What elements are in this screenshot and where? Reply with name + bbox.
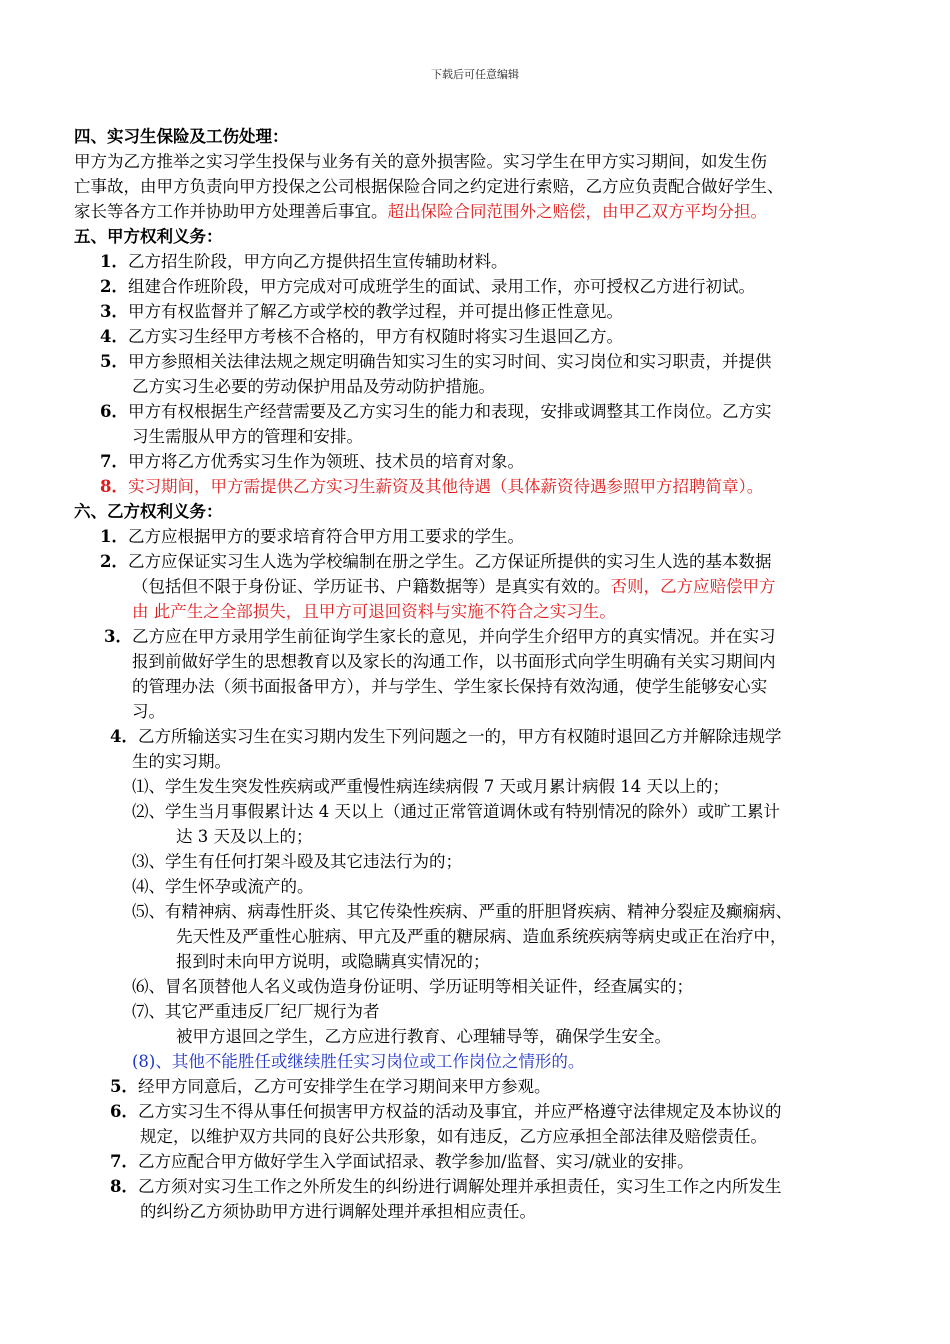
s6-item-6-line-2: 规定，以维护双方共同的良好公共形象，如有违反，乙方应承担全部法律及赔偿责任。 xyxy=(140,1127,767,1146)
s6-item-4-text: 乙方所输送实习生在实习期内发生下列问题之一的，甲方有权随时退回乙方并解除违规学 xyxy=(137,727,782,746)
s6-item-6-text: 乙方实习生不得从事任何损害甲方权益的活动及事宜，并应严格遵守法律规定及本协议的 xyxy=(137,1102,782,1121)
s5-item-6-text: 甲方有权根据生产经营需要及乙方实习生的能力和表现，安排或调整其工作岗位。乙方实 xyxy=(127,402,772,421)
s6-item-4-sub-8: (8)、其他不能胜任或继续胜任实习岗位或工作岗位之情形的。 xyxy=(132,1052,585,1071)
s6-item-4-sub-3: ⑶、学生有任何打架斗殴及其它违法行为的； xyxy=(132,852,462,871)
s5-item-7 xyxy=(100,451,524,473)
s5-item-6-cont: 习生需服从甲方的管理和安排。 xyxy=(132,427,363,446)
s6-item-7 xyxy=(110,1151,694,1173)
s5-item-7-num: 7． xyxy=(100,452,128,471)
section-4-line-3-highlight: 超出保险合同范围外之赔偿，由甲乙双方平均分担。 xyxy=(387,202,767,221)
s5-item-3 xyxy=(100,301,623,323)
section-4-line-3 xyxy=(74,201,767,223)
s5-item-7-text: 甲方将乙方优秀实习生作为领班、技术员的培育对象。 xyxy=(127,452,524,471)
s5-item-6-num: 6． xyxy=(100,402,128,421)
s6-item-2-line-2 xyxy=(132,576,776,598)
s6-item-4-num: 4． xyxy=(110,727,138,746)
s6-item-7-text: 乙方应配合甲方做好学生入学面试招录、教学参加/监督、实习/就业的安排。 xyxy=(137,1152,694,1171)
s6-item-2-line-2-normal: （包括但不限于身份证、学历证书、户籍数据等）是真实有效的。 xyxy=(132,577,611,596)
s5-item-4-num: 4． xyxy=(100,327,128,346)
section-6-title: 六、乙方权利义务： xyxy=(74,502,223,521)
s5-item-1-num: 1． xyxy=(100,252,128,271)
s6-item-6-num: 6． xyxy=(110,1102,138,1121)
s5-item-2-text: 组建合作班阶段，甲方完成对可成班学生的面试、录用工作，亦可授权乙方进行初试。 xyxy=(127,277,755,296)
s6-item-3 xyxy=(104,626,775,648)
s6-item-8-line-2: 的纠纷乙方须协助甲方进行调解处理并承担相应责任。 xyxy=(140,1202,536,1221)
s6-item-4-sub-6: ⑹、冒名顶替他人名义或伪造身份证明、学历证明等相关证件，经查属实的； xyxy=(132,977,693,996)
s6-item-4-sub-2-cont: 达 3 天及以上的； xyxy=(176,827,313,846)
s5-item-8-num: 8． xyxy=(100,477,128,496)
s6-item-2 xyxy=(100,551,771,573)
s6-item-3-num: 3． xyxy=(104,627,132,646)
s6-item-3-line-4: 习。 xyxy=(132,702,165,721)
s5-item-2-num: 2． xyxy=(100,277,128,296)
s5-item-4-text: 乙方实习生经甲方考核不合格的，甲方有权随时将实习生退回乙方。 xyxy=(127,327,623,346)
s6-item-5-text: 经甲方同意后，乙方可安排学生在学习期间来甲方参观。 xyxy=(137,1077,551,1096)
s5-item-5-cont: 乙方实习生必要的劳动保护用品及劳动防护措施。 xyxy=(132,377,495,396)
section-4-title: 四、实习生保险及工伤处理： xyxy=(74,127,289,146)
s5-item-3-num: 3． xyxy=(100,302,128,321)
s5-item-5-num: 5． xyxy=(100,352,128,371)
s6-item-4-sub-4: ⑷、学生怀孕或流产的。 xyxy=(132,877,314,896)
s6-item-5-num: 5． xyxy=(110,1077,138,1096)
s6-item-5 xyxy=(110,1076,550,1098)
s5-item-8-text: 实习期间，甲方需提供乙方实习生薪资及其他待遇（具体薪资待遇参照甲方招聘简章）。 xyxy=(127,477,764,496)
s6-item-4 xyxy=(110,726,781,748)
s6-item-2-text: 乙方应保证实习生人选为学校编制在册之学生。乙方保证所提供的实习生人选的基本数据 xyxy=(127,552,772,571)
section-4-line-1: 甲方为乙方推举之实习学生投保与业务有关的意外损害险。实习学生在甲方实习期间，如发生伤 xyxy=(74,152,767,171)
s5-item-3-text: 甲方有权监督并了解乙方或学校的教学过程，并可提出修正性意见。 xyxy=(127,302,623,321)
s6-item-2-num: 2． xyxy=(100,552,128,571)
s6-item-8 xyxy=(110,1176,781,1198)
s6-item-8-text: 乙方须对实习生工作之外所发生的纠纷进行调解处理并承担责任，实习生工作之内所发生 xyxy=(137,1177,782,1196)
s5-item-4 xyxy=(100,326,623,348)
s6-item-4-sub-7-cont: 被甲方退回之学生，乙方应进行教育、心理辅导等，确保学生安全。 xyxy=(176,1027,671,1046)
page-header: 下载后可任意编辑 xyxy=(431,68,519,81)
s6-item-6 xyxy=(110,1101,781,1123)
s5-item-8 xyxy=(100,476,763,498)
s6-item-4-sub-5: ⑸、有精神病、病毒性肝炎、其它传染性疾病、严重的肝胆肾疾病、精神分裂症及癫痫病、 xyxy=(132,902,792,921)
section-4-line-2: 亡事故，由甲方负责向甲方投保之公司根据保险合同之约定进行索赔，乙方应负责配合做好学生、 xyxy=(74,177,784,196)
s6-item-3-line-3: 的管理办法（须书面报备甲方），并与学生、学生家长保持有效沟通，使学生能够安心实 xyxy=(132,677,768,696)
s6-item-4-sub-5-cont-1: 先天性及严重性心脏病、甲亢及严重的糖尿病、造血系统疾病等病史或正在治疗中， xyxy=(176,927,787,946)
s6-item-4-sub-2: ⑵、学生当月事假累计达 4 天以上（通过正常管道调休或有特别情况的除外）或旷工累计 xyxy=(132,802,780,821)
s6-item-8-num: 8． xyxy=(110,1177,138,1196)
s6-item-7-num: 7． xyxy=(110,1152,138,1171)
s6-item-2-line-2-highlight: 否则，乙方应赔偿甲方 xyxy=(610,577,776,596)
s5-item-6 xyxy=(100,401,771,423)
s6-item-1 xyxy=(100,526,524,548)
s5-item-5-text: 甲方参照相关法律法规之规定明确告知实习生的实习时间、实习岗位和实习职责，并提供 xyxy=(127,352,772,371)
s5-item-2 xyxy=(100,276,755,298)
s5-item-1-text: 乙方招生阶段，甲方向乙方提供招生宣传辅助材料。 xyxy=(127,252,508,271)
s6-item-4-sub-5-cont-2: 报到时未向甲方说明，或隐瞒真实情况的； xyxy=(176,952,490,971)
section-5-title: 五、甲方权利义务： xyxy=(74,227,223,246)
s5-item-1 xyxy=(100,251,507,273)
s6-item-1-text: 乙方应根据甲方的要求培育符合甲方用工要求的学生。 xyxy=(127,527,524,546)
s6-item-2-line-3: 由 此产生之全部损失，且甲方可退回资料与实施不符合之实习生。 xyxy=(132,602,616,621)
s6-item-1-num: 1． xyxy=(100,527,128,546)
s6-item-3-text: 乙方应在甲方录用学生前征询学生家长的意见，并向学生介绍甲方的真实情况。并在实习 xyxy=(131,627,776,646)
s5-item-5 xyxy=(100,351,771,373)
section-4-line-3-normal: 家长等各方工作并协助甲方处理善后事宜。 xyxy=(74,202,388,221)
s6-item-4-sub-7: ⑺、其它严重违反厂纪厂规行为者 xyxy=(132,1002,380,1021)
s6-item-4-line-2: 生的实习期。 xyxy=(132,752,231,771)
s6-item-3-line-2: 报到前做好学生的思想教育以及家长的沟通工作，以书面形式向学生明确有关实习期间内 xyxy=(132,652,776,671)
s6-item-4-sub-1: ⑴、学生发生突发性疾病或严重慢性病连续病假 7 天或月累计病假 14 天以上的； xyxy=(132,777,729,796)
